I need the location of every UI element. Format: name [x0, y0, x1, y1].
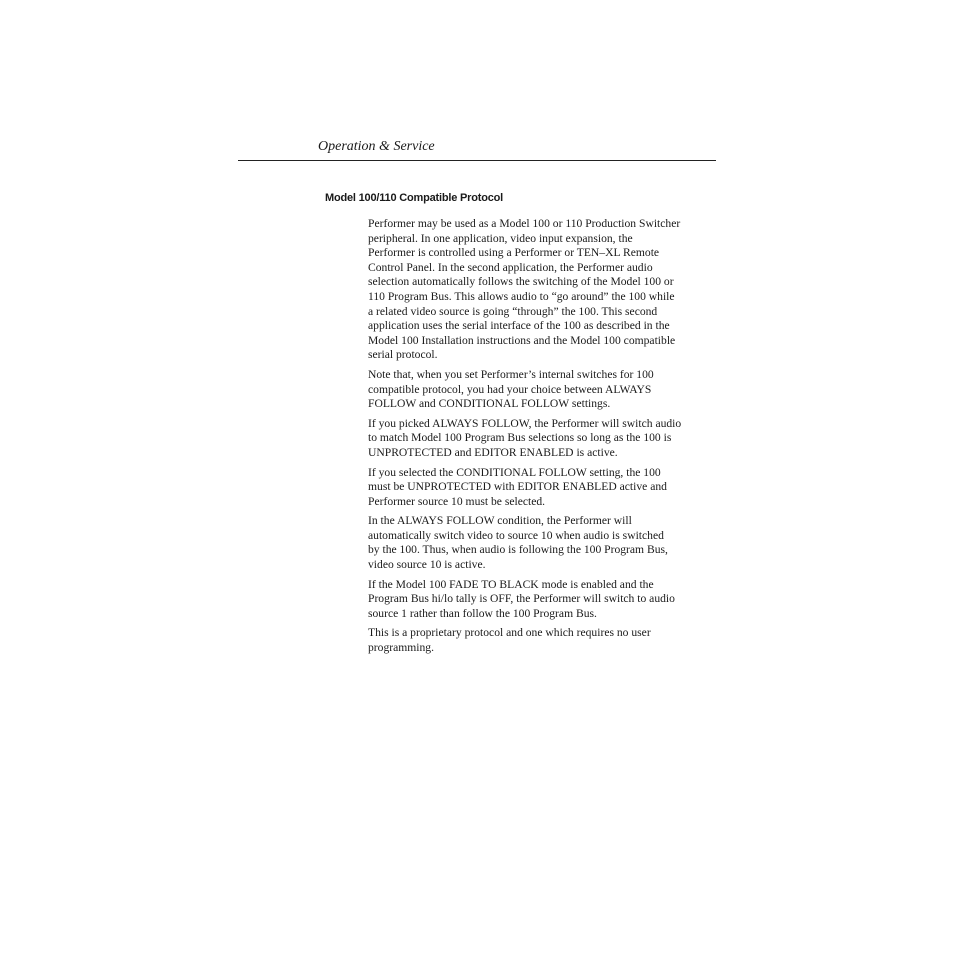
paragraph-always-follow-video: In the ALWAYS FOLLOW condition, the Performer will automatically switch video to source 10 when audio is switched by the 100. Thus, when audio is following the 100 Program Bus, video source 10 is active.	[368, 514, 668, 572]
running-header-title: Operation & Service	[318, 139, 435, 154]
section-heading: Model 100/110 Compatible Protocol	[325, 192, 504, 204]
paragraph-follow-settings: Note that, when you set Performer’s internal switches for 100 compatible protocol, you had your choice between ALWAYS FOLLOW and CONDITIONAL FOLLOW settings.	[368, 367, 654, 411]
header-divider	[238, 160, 716, 161]
paragraph-fade-to-black: If the Model 100 FADE TO BLACK mode is enabled and the Program Bus hi/lo tally is OFF, the Performer will switch to audio source 1 rather than follow the 100 Program Bus.	[368, 577, 675, 620]
body-text	[368, 217, 718, 661]
paragraph-proprietary: This is a proprietary protocol and one which requires no user programming.	[368, 626, 651, 655]
paragraph-conditional-follow: If you selected the CONDITIONAL FOLLOW setting, the 100 must be UNPROTECTED with EDITOR ENABLED active and Performer source 10 must be selected.	[368, 465, 667, 508]
paragraph-always-follow: If you picked ALWAYS FOLLOW, the Performer will switch audio to match Model 100 Program Bus selections so long as the 100 is UNPROTECTED and EDITOR ENABLED is active.	[368, 416, 682, 459]
paragraph-intro: Performer may be used as a Model 100 or 110 Production Switcher peripheral. In one application, video input expansion, the Performer is controlled using a Performer or TEN–XL Remote Control Panel. In the second application, the Performer audio selection automatically follows the switching of the Model 100 or 110 Program Bus. This allows audio to “go around” the 100 while a related video source is going “through” the 100. This second application uses the serial interface of the 100 as described in the Model 100 Installation instructions and the Model 100 compatible serial protocol.	[368, 217, 681, 362]
